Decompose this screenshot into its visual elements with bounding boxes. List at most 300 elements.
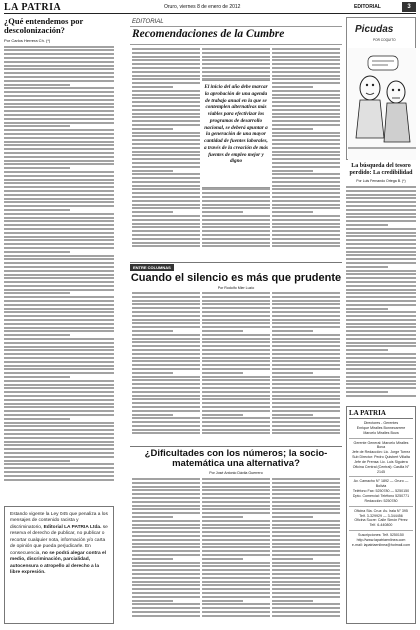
text-line [202, 425, 270, 427]
text-line [272, 177, 340, 179]
text-line [272, 226, 340, 228]
text-line [132, 577, 200, 579]
text-line [132, 238, 200, 240]
text-line [202, 539, 270, 541]
text-line [202, 230, 270, 232]
text-line [202, 238, 270, 240]
text-line [132, 120, 200, 122]
text-line [132, 90, 200, 92]
text-line [272, 607, 340, 609]
text-line [202, 379, 270, 381]
text-line [132, 192, 200, 194]
text-line [4, 110, 114, 112]
text-line [202, 429, 270, 431]
text-line [272, 245, 340, 247]
text-line [346, 201, 416, 203]
text-line [132, 139, 200, 141]
dificultades-column-3 [272, 478, 340, 624]
text-line [4, 133, 114, 135]
text-line [202, 402, 270, 404]
text-line [346, 194, 416, 196]
text-line [346, 197, 416, 199]
text-line [4, 357, 114, 359]
text-line [202, 326, 270, 328]
text-line [346, 383, 416, 385]
text-line [4, 262, 114, 264]
text-line [132, 410, 200, 412]
text-line [132, 573, 200, 575]
text-line [4, 228, 114, 230]
text-line [346, 285, 416, 287]
text-line [202, 188, 270, 190]
text-line [132, 48, 200, 50]
text-line [202, 330, 243, 332]
text-line [272, 67, 340, 69]
staff-line: e-mail: lapatriaenlinea@hotmail.com [351, 542, 411, 547]
text-line [346, 266, 388, 268]
text-line [4, 444, 114, 446]
text-line [346, 258, 416, 260]
text-line [346, 342, 416, 344]
text-line [272, 292, 340, 294]
text-line [202, 219, 270, 221]
text-line [4, 403, 114, 405]
text-line [272, 489, 340, 491]
text-line [4, 103, 114, 105]
text-line [132, 550, 200, 552]
dateline: Oruro, viernes 8 de enero de 2012 [164, 4, 241, 10]
text-line [4, 372, 114, 374]
text-line [202, 615, 270, 617]
text-line [272, 611, 340, 613]
staff-line: Suscripciones: Telf. 5250150 [358, 533, 404, 538]
text-line [202, 334, 270, 336]
text-line [4, 156, 114, 158]
staff-line: Teléfono Fax: 5250780 — 5250150 [352, 489, 410, 494]
text-line [4, 448, 114, 450]
text-line [4, 319, 114, 321]
text-line [346, 311, 416, 313]
text-line [132, 512, 200, 514]
text-line [272, 345, 340, 347]
text-line [132, 596, 200, 598]
text-line [272, 429, 340, 431]
text-line [202, 383, 270, 385]
text-line [272, 584, 340, 586]
text-line [4, 475, 114, 477]
busqueda-title: La búsqueda del tesoro perdido: La credibilidad [349, 163, 413, 176]
text-line [202, 234, 270, 236]
text-line [4, 122, 114, 124]
text-line [132, 181, 200, 183]
text-line [202, 357, 270, 359]
text-line [132, 59, 200, 61]
staff-line: http://www.lapatriaenlinea.com [356, 537, 406, 542]
cartoon-illustration [348, 48, 416, 160]
text-line [4, 418, 70, 420]
text-line [132, 345, 200, 347]
text-line [272, 372, 313, 374]
text-line [132, 527, 200, 529]
text-line [4, 57, 114, 59]
text-line [4, 292, 70, 294]
text-line [202, 315, 270, 317]
text-line [272, 132, 340, 134]
cartoon-credit: POR COQUITO [373, 38, 396, 42]
text-line [346, 353, 416, 355]
text-line [4, 414, 114, 416]
text-line [272, 139, 340, 141]
text-line [272, 535, 340, 537]
text-line [4, 441, 114, 443]
text-line [202, 245, 270, 247]
text-line [202, 63, 270, 65]
text-line [4, 179, 114, 181]
text-line [4, 148, 114, 150]
text-line [272, 322, 340, 324]
text-line [272, 315, 340, 317]
text-line [4, 160, 114, 162]
text-line [132, 94, 200, 96]
text-line [132, 132, 200, 134]
text-line [132, 97, 200, 99]
text-line [4, 425, 114, 427]
staff-box [346, 406, 416, 624]
text-line [4, 266, 114, 268]
text-line [4, 46, 114, 48]
text-line [132, 432, 200, 434]
text-line [132, 584, 200, 586]
text-line [4, 289, 114, 291]
text-line [202, 67, 270, 69]
text-line [132, 383, 200, 385]
text-line [272, 391, 340, 393]
disclaimer-box [4, 506, 114, 624]
cartoon-header [347, 18, 415, 46]
staff-line: Directores - Gerentes [363, 421, 399, 425]
text-line [132, 105, 200, 107]
text-line [272, 527, 340, 529]
text-line [132, 63, 200, 65]
text-line [4, 247, 114, 249]
text-line [132, 486, 200, 488]
text-line [132, 292, 200, 294]
text-line [132, 592, 200, 594]
text-line [4, 198, 114, 200]
text-line [132, 173, 200, 175]
text-line [132, 387, 200, 389]
text-line [4, 308, 114, 310]
text-line [202, 562, 270, 564]
text-line [202, 497, 270, 499]
text-line [132, 364, 200, 366]
text-line [132, 143, 200, 145]
text-line [272, 116, 340, 118]
text-line [272, 588, 340, 590]
dificultades-column-2 [202, 478, 270, 624]
text-line [272, 71, 340, 73]
text-line [4, 106, 114, 108]
staff-line: Oficina Sta. Cruz: Av. Irala N° 395 [354, 508, 408, 513]
text-line [202, 398, 270, 400]
text-line [4, 277, 114, 279]
text-line [4, 479, 114, 481]
text-line [202, 319, 270, 321]
text-line [132, 539, 200, 541]
text-line [202, 432, 270, 434]
text-line [272, 211, 313, 213]
text-line [4, 251, 70, 253]
text-line [272, 242, 340, 244]
text-line [202, 52, 270, 54]
text-line [4, 175, 114, 177]
text-line [272, 158, 340, 160]
text-line [132, 505, 200, 507]
text-line [132, 395, 200, 397]
text-line [4, 53, 114, 55]
staff-divider [349, 476, 413, 477]
text-line [132, 177, 200, 179]
text-line [202, 211, 243, 213]
text-line [272, 75, 340, 77]
text-line [132, 516, 173, 518]
text-line [272, 311, 340, 313]
text-line [272, 63, 340, 65]
text-line [4, 220, 114, 222]
text-line [132, 322, 200, 324]
text-line [4, 91, 114, 93]
text-line [346, 239, 416, 241]
text-line [202, 581, 270, 583]
text-line [4, 399, 114, 401]
text-line [202, 353, 270, 355]
text-line [4, 163, 114, 165]
text-line [132, 296, 200, 298]
editorial-column-3 [272, 48, 340, 256]
text-line [272, 48, 340, 50]
staff-divider [349, 530, 413, 531]
text-line [202, 603, 270, 605]
text-line [4, 327, 114, 329]
text-line [272, 357, 340, 359]
text-line [132, 414, 173, 416]
text-line [272, 562, 340, 564]
text-line [272, 135, 340, 137]
text-line [132, 207, 200, 209]
text-line [202, 524, 270, 526]
text-line [4, 141, 114, 143]
text-line [4, 437, 114, 439]
text-line [202, 516, 243, 518]
text-line [202, 596, 270, 598]
text-line [202, 307, 270, 309]
text-line [4, 232, 114, 234]
text-line [132, 524, 200, 526]
text-line [272, 120, 340, 122]
text-line [272, 101, 340, 103]
text-line [272, 234, 340, 236]
text-line [346, 209, 416, 211]
text-line [202, 588, 270, 590]
text-line [346, 277, 416, 279]
text-line [202, 387, 270, 389]
text-line [132, 372, 173, 374]
text-line [132, 326, 200, 328]
text-line [132, 154, 200, 156]
text-line [132, 391, 200, 393]
text-line [202, 75, 270, 77]
disclaimer-brand: Editorial LA PATRIA Ltda. [43, 524, 102, 530]
text-line [272, 482, 340, 484]
text-line [346, 273, 416, 275]
text-line [272, 577, 340, 579]
text-line [4, 114, 114, 116]
text-line [4, 182, 114, 184]
text-line [272, 596, 340, 598]
text-line [272, 379, 340, 381]
text-line [132, 215, 200, 217]
text-line [272, 185, 340, 187]
text-line [4, 190, 114, 192]
text-line [272, 520, 340, 522]
text-line [4, 152, 114, 154]
text-line [272, 414, 313, 416]
text-line [272, 173, 340, 175]
text-line [272, 188, 340, 190]
text-line [132, 588, 200, 590]
text-line [132, 234, 200, 236]
text-line [272, 387, 340, 389]
text-line [132, 113, 200, 115]
text-line [4, 338, 114, 340]
text-line [4, 61, 114, 63]
text-line [346, 270, 416, 272]
text-line [272, 421, 340, 423]
text-line [132, 75, 200, 77]
staff-logo: LA PATRIA [349, 409, 413, 419]
text-line [4, 456, 114, 458]
text-line [272, 86, 313, 88]
text-line [4, 422, 114, 424]
text-line [346, 224, 388, 226]
text-line [4, 296, 114, 298]
text-line [202, 543, 270, 545]
text-line [202, 508, 270, 510]
silencio-author: Por Rodolfo Mier Luzio [217, 286, 255, 290]
text-line [202, 242, 270, 244]
text-line [132, 402, 200, 404]
text-line [132, 300, 200, 302]
silencio-title: Cuando el silencio es más que prudente [130, 272, 342, 284]
text-line [272, 383, 340, 385]
text-line [272, 497, 340, 499]
text-line [202, 345, 270, 347]
text-line [272, 615, 340, 617]
text-line [132, 569, 200, 571]
text-line [132, 417, 200, 419]
staff-line: Dpto. Comercial: Teléfono 5250771 [352, 493, 410, 498]
text-line [272, 307, 340, 309]
text-line [202, 204, 270, 206]
text-line [202, 71, 270, 73]
text-line [346, 232, 416, 234]
text-line [346, 205, 416, 207]
text-line [4, 68, 114, 70]
text-line [4, 80, 114, 82]
text-line [346, 357, 416, 359]
text-line [132, 52, 200, 54]
text-line [202, 565, 270, 567]
text-line [132, 406, 200, 408]
editorial-title: Recomendaciones de la Cumbre [132, 28, 285, 40]
text-line [272, 338, 340, 340]
text-line [272, 554, 340, 556]
text-line [4, 395, 114, 397]
text-line [272, 406, 340, 408]
text-line [346, 368, 416, 370]
text-line [4, 186, 114, 188]
text-line [132, 615, 200, 617]
text-line [346, 251, 416, 253]
text-line [132, 429, 200, 431]
text-line [202, 406, 270, 408]
text-line [346, 216, 416, 218]
staff-line: Jefe de Prensa: Lic. Luis Siguiera [354, 459, 408, 464]
text-line [4, 433, 114, 435]
text-line [202, 48, 270, 50]
text-line [4, 376, 70, 378]
text-line [202, 577, 270, 579]
text-line [272, 425, 340, 427]
text-line [4, 300, 114, 302]
text-line [4, 349, 114, 351]
text-line [4, 213, 114, 215]
text-line [202, 391, 270, 393]
entre-columnas-bar [130, 262, 342, 270]
text-line [346, 254, 416, 256]
text-line [272, 215, 340, 217]
text-line [4, 270, 114, 272]
text-line [346, 190, 416, 192]
text-line [132, 135, 200, 137]
text-line [272, 124, 340, 126]
text-line [272, 432, 340, 434]
text-line [132, 188, 200, 190]
text-line [272, 402, 340, 404]
text-line [272, 52, 340, 54]
text-line [272, 319, 340, 321]
text-line [132, 56, 200, 58]
text-line [202, 338, 270, 340]
text-line [202, 196, 270, 198]
text-line [202, 207, 270, 209]
staff-line: Av. Camacho N° 1892 — Oruro — Bolivia [353, 479, 409, 489]
text-line [132, 128, 173, 130]
text-line [272, 508, 340, 510]
page-number: 3 [402, 2, 416, 12]
text-line [132, 162, 200, 164]
text-line [4, 346, 114, 348]
text-line [272, 376, 340, 378]
text-line [346, 364, 416, 366]
text-line [272, 113, 340, 115]
left-article-body [4, 46, 114, 481]
text-line [272, 109, 340, 111]
text-line [202, 215, 270, 217]
text-line [272, 330, 313, 332]
text-line [132, 565, 200, 567]
text-line [202, 360, 270, 362]
